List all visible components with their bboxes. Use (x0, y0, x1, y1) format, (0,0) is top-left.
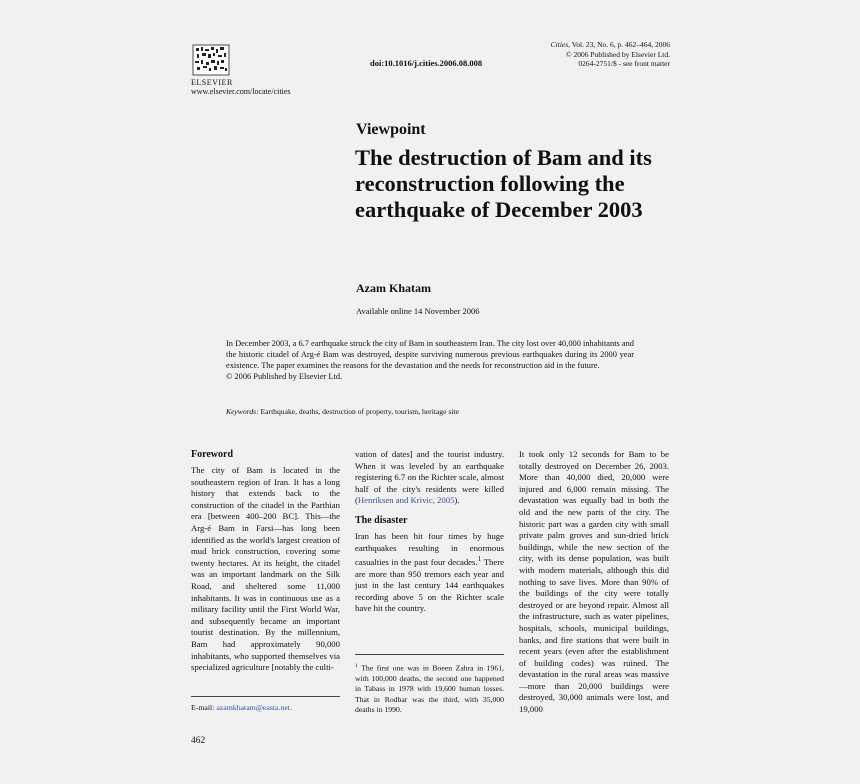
citation-line-1 (551, 40, 670, 50)
column-2-paragraph-1 (355, 449, 504, 507)
abstract-text: In December 2003, a 6.7 earthquake struck the city of Bam in southeastern Iran. The city lost over 40,000 inhabitants and the historic citadel of Arg-é Bam was destroyed, despite surviving numerous previous earthquakes during its 2000 year existence. The paper examines the reasons for the devastation and the needs for reconstruction aid in the future. (226, 339, 634, 370)
footnote (355, 661, 504, 716)
author-name: Azam Khatam (356, 281, 431, 295)
foreword-heading: Foreword (191, 449, 234, 460)
author-email-line (191, 703, 292, 712)
column-3-text: It took only 12 seconds for Bam to be totally destroyed on December 26, 2003. More than 40,000 died, 20,000 were injured and 6,000 remain missing. The devastation was equally bad in both the old and the new parts of the city. The historic part was a garden city with small private palm groves and sun-dried brick buildings, while the new section of the city, with its dense population, was built with modern materials, although this did nothing to save lives. More than 90% of the buildings of the city were totally destroyed or are beyond repair. Almost all the infrastructure, such as water pipelines, hospitals, schools, municipal buildings, banks, and fire stations that were built in recent years (even after the establishment of building codes) was ruined. The devastation in the rural areas was massive—more than 20,000 buildings were destroyed, 30,000 animals were lost, and 19,000 (519, 449, 669, 715)
availability-date: Available online 14 November 2006 (356, 306, 480, 316)
footnote-text: The first one was in Boeen Zahra in 1961, with 100,000 deaths, the second one happened in Tabass in 1978 with 19,600 human losses. That in Rodbar was the third, with 35,000 deaths in 1990. (355, 663, 504, 715)
column-1 (191, 449, 340, 674)
column-2-text-b: ). (454, 495, 460, 506)
column-2-text-d: There are more than 950 tremors each year and just in the last century 144 earthquakes recording above 5 on the Richter scale have hit the country. (355, 557, 504, 614)
email-end: . (289, 703, 292, 712)
column-2 (355, 449, 504, 615)
abstract-copyright: © 2006 Published by Elsevier Ltd. (226, 372, 343, 381)
column-1-text: The city of Bam is located in the southeastern region of Iran. It has a long history that extends back to the construction of the citadel in the Parthian era [between 400–200 BC]. This—the Arg-é Bam in Farsi—has long been identified as the world's largest creation of mud brick construction, covering some twenty hectares. At its height, the citadel was an important landmark on the Silk Road, and sheltered some 11,000 inhabitants. It was in continuous use as a military facility until the First World War, and subsequently became an important tourist destination. By the millennium, Bam had approximately 90,000 inhabitants, who supported themselves via specialized agriculture [notably the culti- (191, 465, 340, 673)
footnote-divider-2 (355, 654, 504, 655)
doi[interactable]: doi:10.1016/j.cities.2006.08.008 (370, 58, 483, 68)
footnote-divider-1 (191, 696, 340, 697)
email-label: E-mail: (191, 703, 217, 712)
section-label: Viewpoint (356, 121, 426, 138)
keywords-list: Earthquake, deaths, destruction of property, tourism, heritage site (260, 407, 459, 416)
citation-line-3: 0264-2751/$ - see front matter (578, 59, 670, 68)
column-2-text-a: vation of dates] and the tourist industry. When it was leveled by an earthquake registering 6.7 on the Richter scale, almost half of the city's residents were killed ( (355, 449, 504, 506)
keywords-label: Keywords: (226, 407, 259, 416)
email-link[interactable]: azamkhatam@easta.net (216, 703, 290, 712)
footnote-ref[interactable]: 1 (477, 555, 482, 564)
citation-block (551, 40, 670, 69)
abstract (226, 338, 634, 382)
citation-line-2: © 2006 Published by Elsevier Ltd. (565, 49, 670, 59)
citation-volume: , Vol. 23, No. 6, p. 462–464, 2006 (568, 40, 670, 49)
citation-link[interactable]: Henriksen and Krivic, 2005 (357, 495, 455, 506)
journal-url[interactable]: www.elsevier.com/locate/cities (191, 87, 291, 96)
keywords (226, 407, 646, 416)
journal-name: Cities (550, 40, 569, 49)
article-title: The destruction of Bam and its reconstruction following the earthquake of December 2003 (355, 145, 652, 222)
column-2-text-c: Iran has been hit four times by huge earthquakes resulting in enormous casualties in the past four decades. (355, 530, 504, 568)
page-number: 462 (191, 736, 206, 746)
elsevier-wordmark: ELSEVIER (191, 78, 233, 87)
column-2-paragraph-2 (355, 531, 504, 615)
column-3 (519, 449, 669, 716)
footnote-number: 1 (355, 663, 358, 669)
disaster-heading: The disaster (355, 514, 408, 526)
